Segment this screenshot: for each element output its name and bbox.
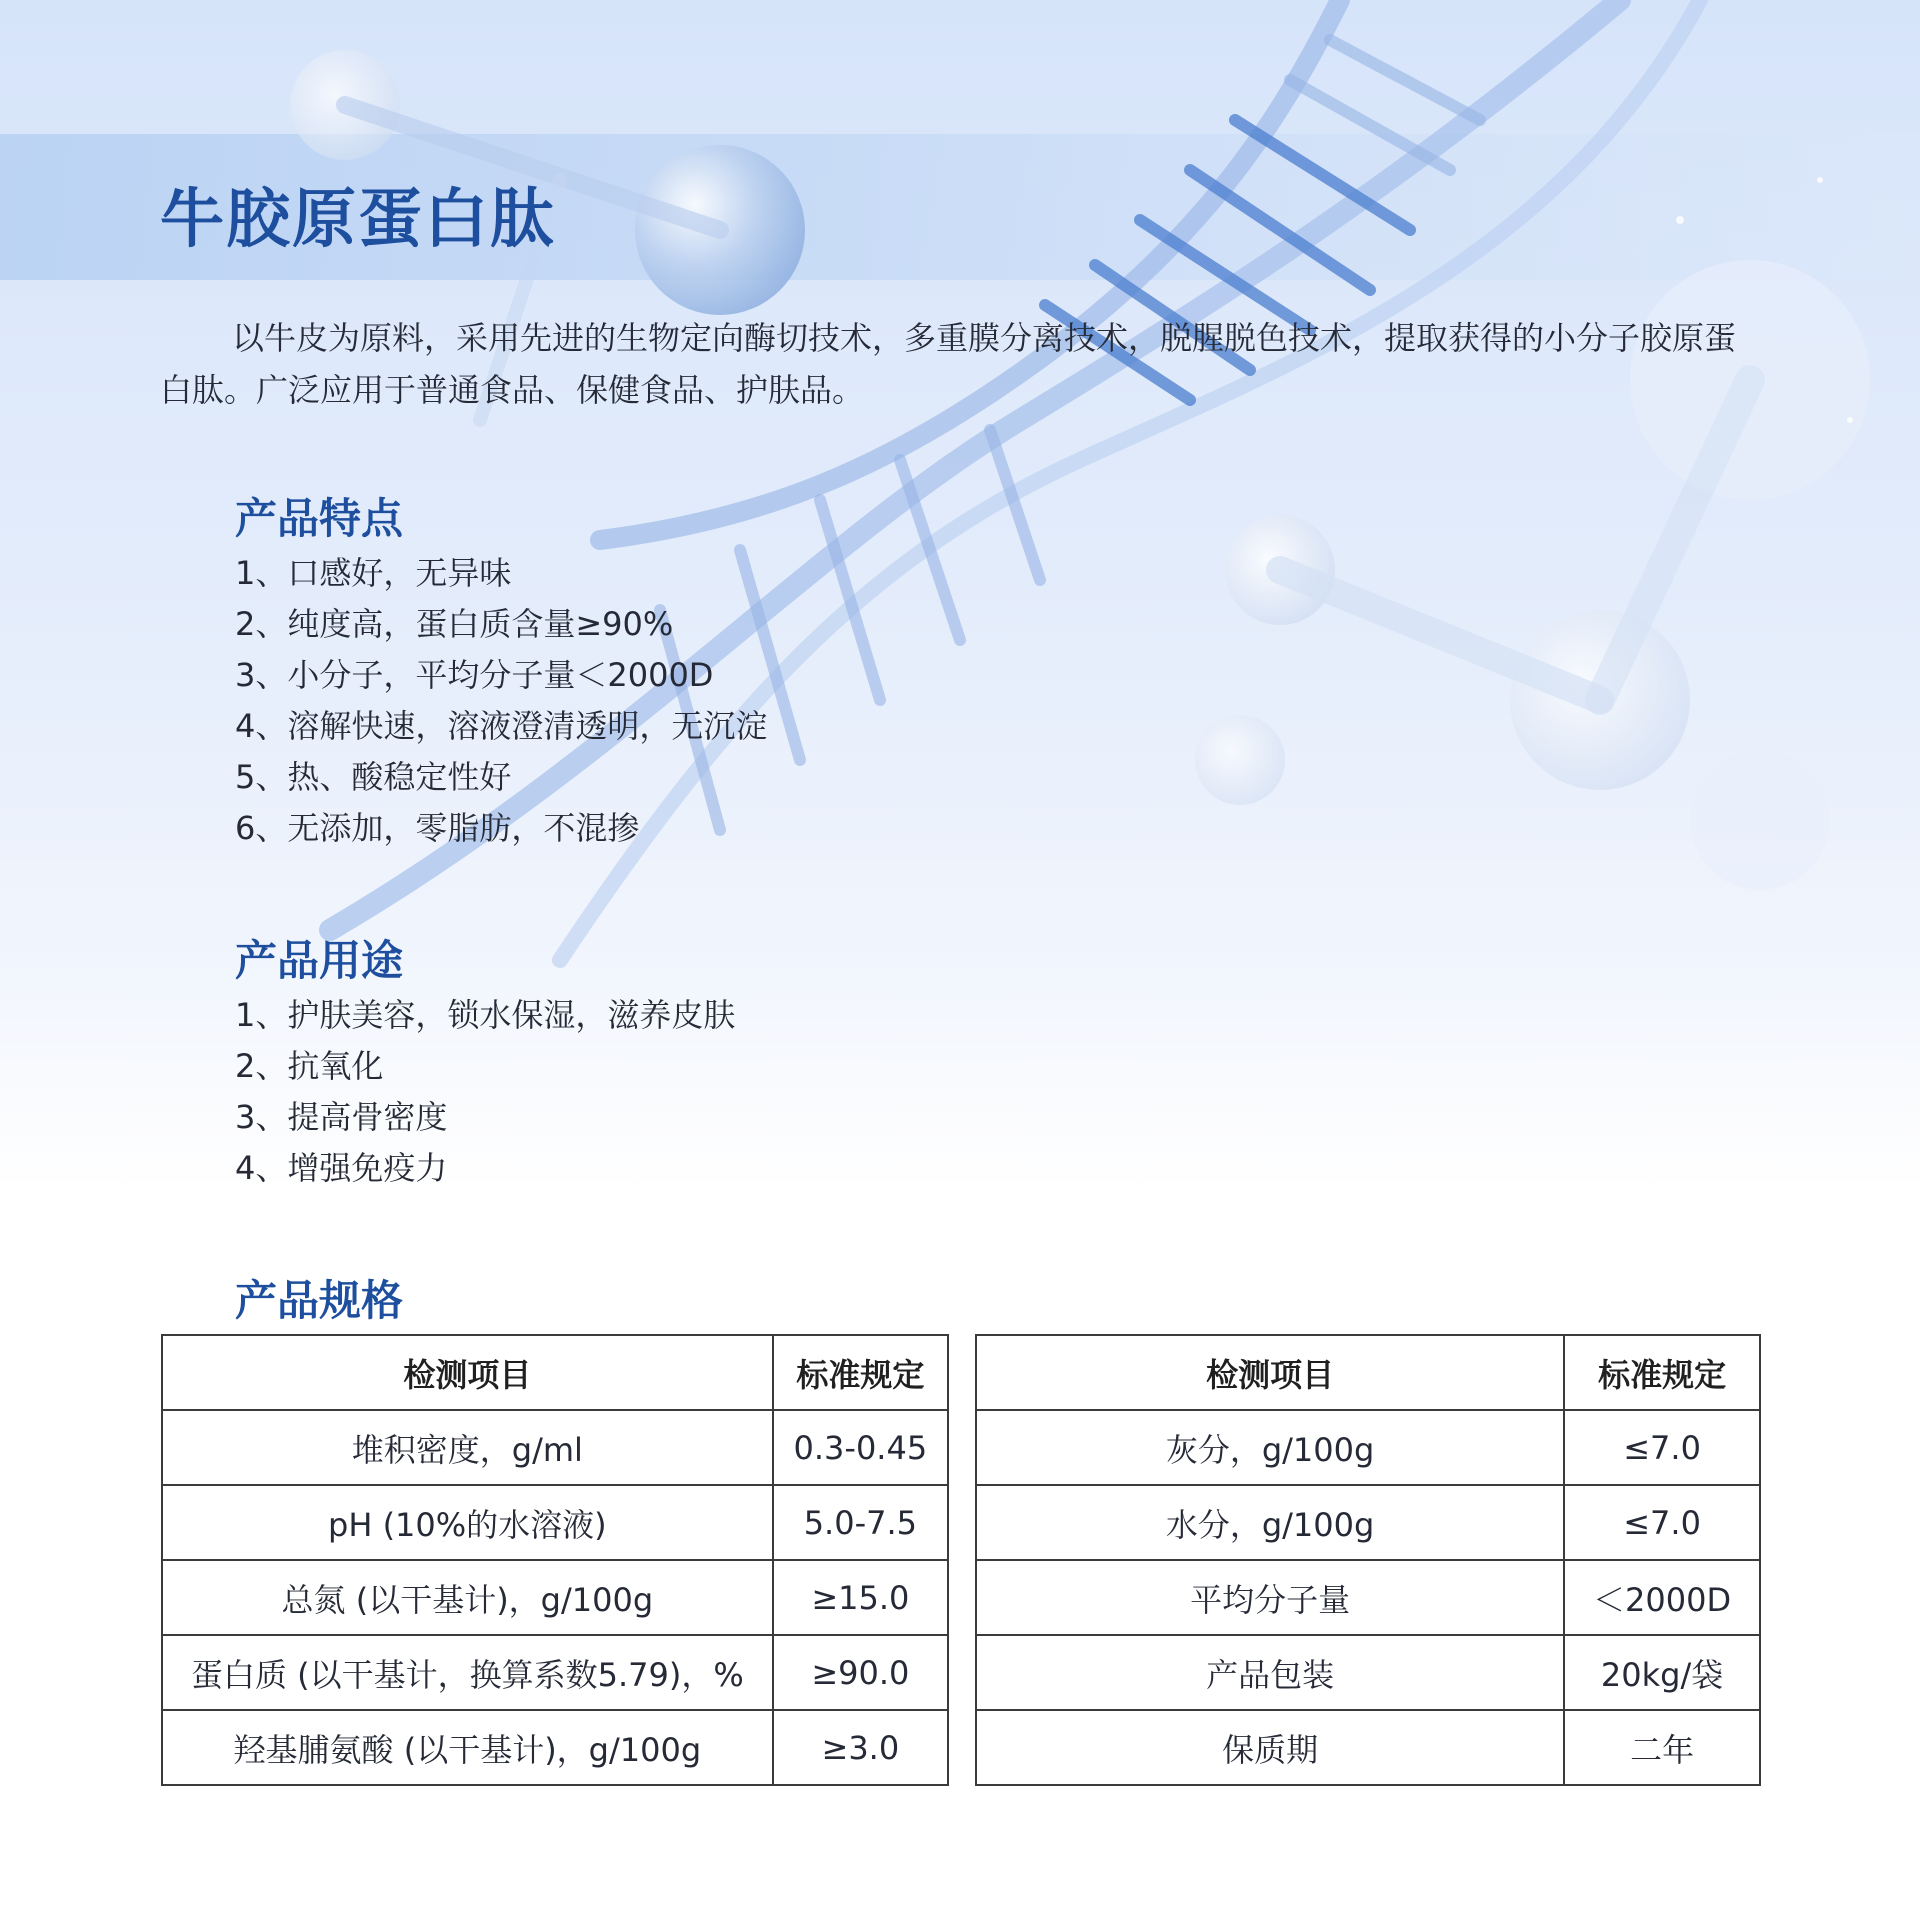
- spec-title: 产品规格: [235, 1276, 404, 1325]
- table-header-row: [162, 1335, 948, 1410]
- uses-list: [235, 990, 735, 1194]
- spec-table-left: [161, 1334, 949, 1786]
- features-title: 产品特点: [235, 494, 404, 543]
- list-item: 4、增强免疫力: [235, 1149, 448, 1187]
- table-cell: 堆积密度，g/ml: [162, 1410, 773, 1485]
- table-row: [976, 1710, 1760, 1785]
- table-cell: ≥15.0: [773, 1560, 948, 1635]
- page-title: 牛胶原蛋白肽: [160, 183, 556, 257]
- table-header-row: [976, 1335, 1760, 1410]
- features-list: [235, 548, 767, 854]
- list-item: 4、溶解快速，溶液澄清透明，无沉淀: [235, 707, 768, 745]
- list-item: 5、热、酸稳定性好: [235, 758, 512, 796]
- table-cell: 保质期: [976, 1710, 1564, 1785]
- list-item: 2、抗氧化: [235, 1047, 384, 1085]
- table-cell: 二年: [1564, 1710, 1760, 1785]
- list-item: 2、纯度高，蛋白质含量≥90%: [235, 605, 674, 643]
- column-header-standard: 标准规定: [773, 1335, 948, 1410]
- table-cell: 总氮 (以干基计)，g/100g: [162, 1560, 773, 1635]
- table-cell: ≤7.0: [1564, 1485, 1760, 1560]
- table-row: [976, 1485, 1760, 1560]
- table-row: [976, 1560, 1760, 1635]
- table-cell: ≤7.0: [1564, 1410, 1760, 1485]
- table-cell: 5.0-7.5: [773, 1485, 948, 1560]
- table-row: [162, 1560, 948, 1635]
- table-cell: 平均分子量: [976, 1560, 1564, 1635]
- table-row: [162, 1485, 948, 1560]
- table-cell: 蛋白质 (以干基计，换算系数5.79)，%: [162, 1635, 773, 1710]
- column-header-item: 检测项目: [976, 1335, 1564, 1410]
- list-item: 3、小分子，平均分子量＜2000D: [235, 656, 714, 694]
- table-cell: 灰分，g/100g: [976, 1410, 1564, 1485]
- table-row: [976, 1410, 1760, 1485]
- list-item: 1、口感好，无异味: [235, 554, 512, 592]
- table-cell: 20kg/袋: [1564, 1635, 1760, 1710]
- table-cell: 产品包装: [976, 1635, 1564, 1710]
- intro-paragraph: 以牛皮为原料，采用先进的生物定向酶切技术，多重膜分离技术，脱腥脱色技术，提取获得的小分子胶原蛋白肽。广泛应用于普通食品、保健食品、护肤品。: [160, 319, 1737, 409]
- table-cell: pH (10%的水溶液): [162, 1485, 773, 1560]
- table-row: [162, 1635, 948, 1710]
- table-row: [162, 1410, 948, 1485]
- column-header-item: 检测项目: [162, 1335, 773, 1410]
- spec-table-right: [975, 1334, 1761, 1786]
- table-cell: 羟基脯氨酸 (以干基计)，g/100g: [162, 1710, 773, 1785]
- uses-title: 产品用途: [235, 936, 404, 985]
- table-cell: ≥90.0: [773, 1635, 948, 1710]
- column-header-standard: 标准规定: [1564, 1335, 1760, 1410]
- table-cell: 水分，g/100g: [976, 1485, 1564, 1560]
- table-cell: 0.3-0.45: [773, 1410, 948, 1485]
- list-item: 6、无添加，零脂肪，不混掺: [235, 809, 640, 847]
- list-item: 3、提高骨密度: [235, 1098, 448, 1136]
- table-row: [162, 1710, 948, 1785]
- list-item: 1、护肤美容，锁水保湿，滋养皮肤: [235, 996, 736, 1034]
- table-row: [976, 1635, 1760, 1710]
- table-cell: ≥3.0: [773, 1710, 948, 1785]
- table-cell: ＜2000D: [1564, 1560, 1760, 1635]
